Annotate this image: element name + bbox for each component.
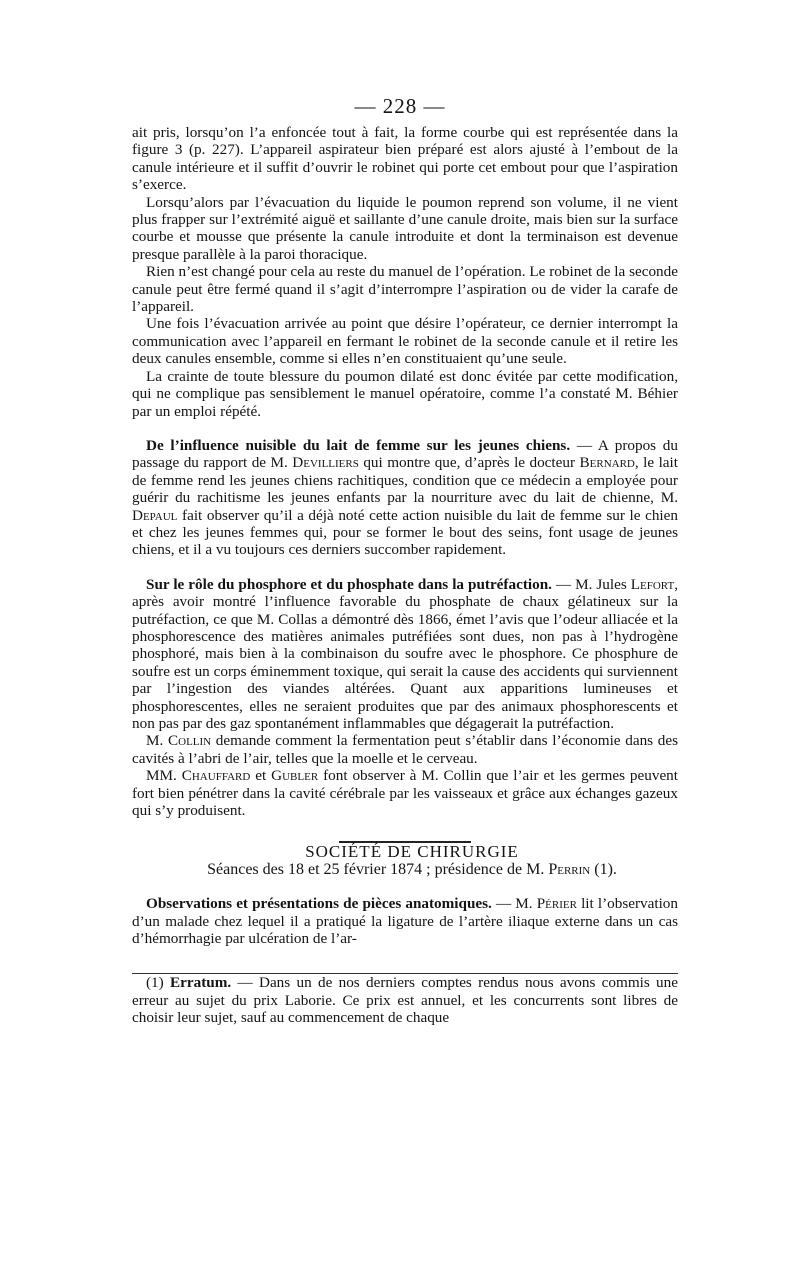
section-phosphore-paragraph-3: MM. Chauffard et Gubler font observer à M. Collin que l’air et les germes peuvent fort bien pénétrer dans la cavité cérébrale par les vaisseaux et grâce aux échanges gazeux qui s’y produisent. (132, 767, 678, 820)
society-heading: SOCIÉTÉ DE CHIRURGIE (305, 842, 519, 862)
author-name: Gubler (271, 767, 319, 785)
author-name: Bernard (579, 454, 635, 472)
author-name: Collin (168, 732, 212, 750)
section-phosphore-paragraph-2: M. Collin demande comment la fermentation peut s’établir dans l’économie dans des cavités à l’abri de l’air, telles que la moelle et le cerveau. (132, 732, 679, 767)
section-lait-paragraph: De l’influence nuisible du lait de femme sur les jeunes chiens. — A propos du passage du rapport de M. Devilliers qui montre que, d’après le docteur Bernard, le lait de femme rend les jeunes chiens rachitiques, condition que ce médecin a employée pour guérir du rachitisme les jeunes enfants par la nourriture avec du lait de chienne, M. Depaul fait observer qu’il a déjà noté cette action nuisible du lait de femme sur le chien et chez les jeunes femmes qui, pour se former le bout des seins, font usage de jeunes chiens, et il a vu toujours ces derniers succomber rapidement. (132, 436, 678, 559)
paragraph-3: Rien n’est changé pour cela au reste du manuel de l’opération. Le robinet de la seconde canule peut être fermé quand il s’agit d’interrompre l’aspiration ou de vider la carafe de l’appareil. (132, 263, 678, 316)
section-phosphore-title: Sur le rôle du phosphore et du phosphate dans la putréfaction. (146, 575, 552, 593)
section-observations-paragraph: Observations et présentations de pièces anatomiques. — M. Périer lit l’observation d’un malade chez lequel il a pratiqué la ligature de l’artère iliaque externe dans un cas d’hémorrhagie par ulcération de l’ar- (132, 895, 678, 948)
footnote-title: Erratum. (170, 974, 232, 992)
session-line: Séances des 18 et 25 février 1874 ; présidence de M. Perrin (1). (207, 860, 617, 878)
author-name: Chauffard (181, 767, 251, 785)
text-column (132, 124, 678, 1027)
author-name: Depaul (132, 506, 178, 524)
paragraph-1: ait pris, lorsqu’on l’a enfoncée tout à fait, la forme courbe qui est représentée dans la figure 3 (p. 227). L’appareil aspirateur bien préparé est alors ajusté à l’embout de la canule intérieure et il suffit d’ouvrir le robinet qui porte cet embout pour que l’aspiration s’exerce. (132, 124, 678, 194)
author-name: Lefort (630, 575, 675, 593)
paragraph-4: Une fois l’évacuation arrivée au point que désire l’opérateur, ce dernier interrompt la communication avec l’appareil en fermant le robinet de la seconde canule et il retire les deux canules ensemble, comme si elles n’en constituaient qu’une seule. (132, 315, 678, 368)
author-name: Devilliers (292, 454, 359, 472)
page-number: — 228 — (354, 94, 446, 118)
author-name: Périer (536, 895, 577, 913)
section-observations-title: Observations et présentations de pièces anatomiques. (146, 895, 492, 913)
footnote: (1) Erratum. — Dans un de nos derniers comptes rendus nous avons commis une erreur au sujet du prix Laborie. Ce prix est annuel, et les concurrents sont libres de choisir leur sujet, sauf au commencement de chaque (132, 974, 678, 1027)
section-phosphore-paragraph: Sur le rôle du phosphore et du phosphate dans la putréfaction. — M. Jules Lefort, après avoir montré l’influence favorable du phosphate de chaux gélatineux sur la putréfaction, ce que M. Collas a démontré dès 1866, émet l’avis que l’odeur alliacée et la phosphorescence des matières animales putréfiées sont dues, non pas à l’hydrogène phosphoré, mais bien à la combinaison du soufre avec le phosphore. Ce phosphure de soufre est un corps éminemment toxique, qui serait la cause des accidents qui surviennent par l’ingestion des viandes altérées. Quant aux apparitions lumineuses et phosphorescentes, elles ne seraient produites que par des animaux phosphorescents et non pas par des gaz spontanément inflammables que dégagerait la putréfaction. (132, 575, 678, 732)
president-name: Perrin (548, 860, 591, 878)
section-lait-title: De l’influence nuisible du lait de femme sur les jeunes chiens. (146, 436, 571, 454)
paragraph-5: La crainte de toute blessure du poumon dilaté est donc évitée par cette modification, qui ne complique pas sensiblement le manuel opératoire, comme l’a constaté M. Béhier par un emploi répété. (132, 367, 678, 420)
paragraph-2: Lorsqu’alors par l’évacuation du liquide le poumon reprend son volume, il ne vient plus frapper sur l’extrémité aiguë et saillante d’une canule droite, mais bien sur la surface courbe et mousse que présente la canule introduite et dont la terminaison est devenue presque parallèle à la paroi thoracique. (132, 193, 678, 263)
